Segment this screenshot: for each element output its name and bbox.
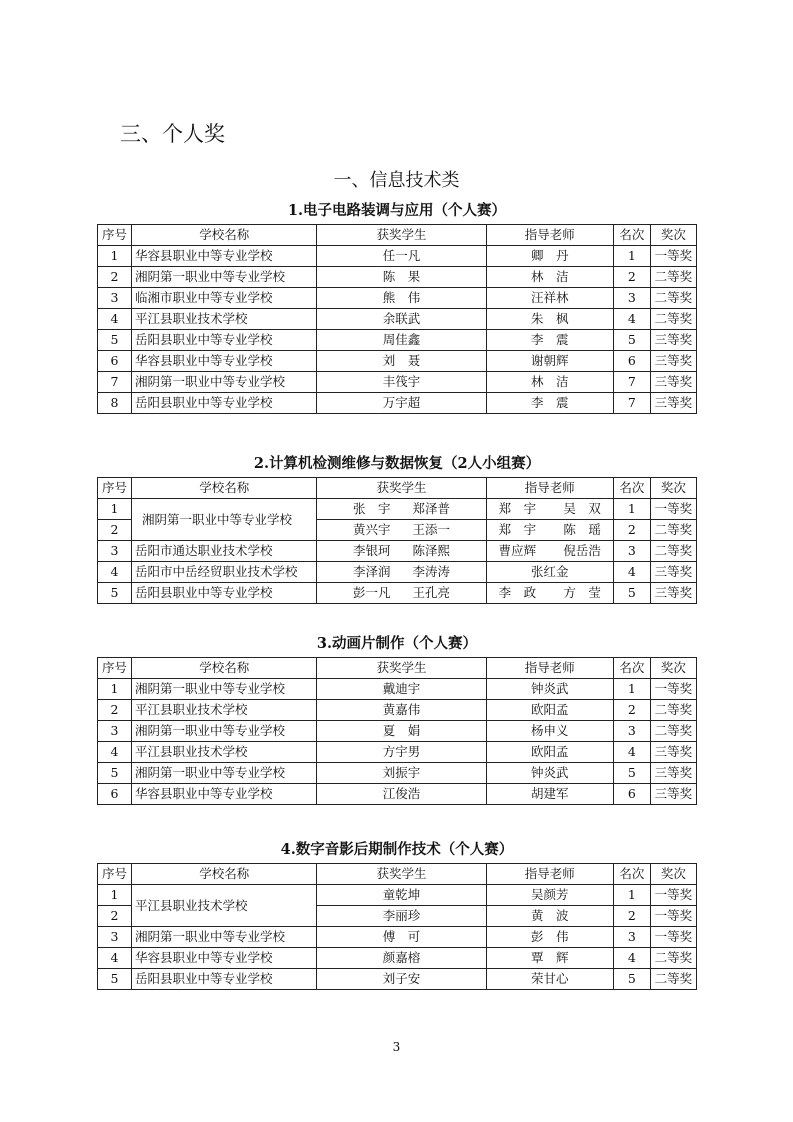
award-table-animation [97, 631, 697, 805]
cell-teacher: 钟炎武 [486, 679, 613, 700]
header-award: 奖次 [650, 478, 696, 499]
cell-no: 3 [98, 288, 132, 309]
cell-rank: 3 [613, 927, 650, 948]
cell-student: 刘振宇 [317, 763, 486, 784]
cell-no: 2 [98, 700, 132, 721]
cell-award: 一等奖 [650, 927, 696, 948]
cell-rank: 6 [613, 351, 650, 372]
cell-award: 二等奖 [650, 267, 696, 288]
student-name: 彭一凡 [352, 585, 391, 600]
cell-rank: 5 [613, 583, 650, 604]
cell-school: 岳阳县职业中等专业学校 [132, 393, 317, 414]
cell-student: 方宇男 [317, 742, 486, 763]
cell-award: 三等奖 [650, 393, 696, 414]
cell-school: 湘阴第一职业中等专业学校 [132, 721, 317, 742]
cell-no: 2 [98, 906, 132, 927]
cell-no: 3 [98, 541, 132, 562]
table-title: 2.计算机检测维修与数据恢复（2人小组赛） [253, 455, 541, 472]
cell-award: 三等奖 [650, 372, 696, 393]
teacher-name: 陈 瑶 [563, 522, 601, 537]
cell-no: 7 [98, 372, 132, 393]
cell-school: 平江县职业技术学校 [132, 309, 317, 330]
cell-teacher: 林 洁 [486, 372, 613, 393]
cell-award: 一等奖 [650, 499, 696, 520]
cell-rank: 2 [613, 906, 650, 927]
cell-teacher: 林 洁 [486, 267, 613, 288]
header-student: 获奖学生 [317, 478, 486, 499]
cell-student: 陈 果 [317, 267, 486, 288]
header-teacher: 指导老师 [486, 864, 613, 885]
cell-school: 华容县职业中等专业学校 [132, 948, 317, 969]
cell-award: 二等奖 [650, 541, 696, 562]
cell-award: 三等奖 [650, 742, 696, 763]
cell-award: 三等奖 [650, 562, 696, 583]
cell-student: 刘 聂 [317, 351, 486, 372]
table-header-row [98, 478, 697, 499]
cell-student: 童乾坤 [317, 885, 486, 906]
table-row [98, 562, 697, 583]
cell-no: 8 [98, 393, 132, 414]
cell-school: 岳阳市通达职业技术学校 [132, 541, 317, 562]
cell-rank: 4 [613, 309, 650, 330]
results-table [97, 657, 697, 805]
cell-no: 4 [98, 309, 132, 330]
cell-award: 三等奖 [650, 784, 696, 805]
award-table-audio-video [97, 837, 697, 990]
cell-school: 临湘市职业中等专业学校 [132, 288, 317, 309]
cell-rank: 5 [613, 763, 650, 784]
cell-teacher: 荣甘心 [486, 969, 613, 990]
cell-school: 岳阳县职业中等专业学校 [132, 583, 317, 604]
table-header-row [98, 658, 697, 679]
cell-no: 5 [98, 330, 132, 351]
section-heading: 三、个人奖 [120, 122, 225, 146]
teacher-name: 曹应辉 [498, 543, 537, 558]
cell-no: 2 [98, 267, 132, 288]
results-table [97, 863, 697, 990]
award-table-computer-repair [97, 451, 697, 604]
cell-no: 3 [98, 927, 132, 948]
cell-no: 1 [98, 679, 132, 700]
table-row [98, 763, 697, 784]
student-name: 李泽润 [352, 564, 391, 579]
cell-rank: 4 [613, 562, 650, 583]
cell-school: 平江县职业技术学校 [132, 742, 317, 763]
cell-teachers [486, 520, 613, 541]
cell-rank: 6 [613, 784, 650, 805]
cell-student: 周佳鑫 [317, 330, 486, 351]
cell-school: 华容县职业中等专业学校 [132, 246, 317, 267]
header-teacher: 指导老师 [486, 225, 613, 246]
cell-school-merged: 湘阴第一职业中等专业学校 [132, 499, 317, 541]
student-name: 李涛涛 [412, 564, 450, 579]
header-student: 获奖学生 [317, 225, 486, 246]
cell-school: 岳阳县职业中等专业学校 [132, 969, 317, 990]
table-row [98, 700, 697, 721]
header-student: 获奖学生 [317, 658, 486, 679]
cell-award: 二等奖 [650, 288, 696, 309]
cell-school: 岳阳市中岳经贸职业技术学校 [132, 562, 317, 583]
student-name: 黄兴宇 [352, 522, 391, 537]
header-rank: 名次 [613, 225, 650, 246]
cell-students [317, 583, 486, 604]
header-no: 序号 [98, 225, 132, 246]
results-table [97, 224, 697, 414]
table-header-row [98, 225, 697, 246]
teacher-name: 方 莹 [563, 585, 601, 600]
results-table [97, 477, 697, 604]
cell-award: 一等奖 [650, 906, 696, 927]
cell-teacher: 李 震 [486, 330, 613, 351]
cell-award: 二等奖 [650, 700, 696, 721]
table-title: 1.电子电路装调与应用（个人赛） [287, 202, 507, 219]
cell-student: 万宇超 [317, 393, 486, 414]
cell-award: 二等奖 [650, 948, 696, 969]
cell-student: 颜嘉榕 [317, 948, 486, 969]
cell-student: 黄嘉伟 [317, 700, 486, 721]
cell-teacher: 吴颜芳 [486, 885, 613, 906]
header-rank: 名次 [613, 864, 650, 885]
cell-student: 丰筏宇 [317, 372, 486, 393]
cell-rank: 3 [613, 541, 650, 562]
cell-teacher: 胡建军 [486, 784, 613, 805]
cell-no: 4 [98, 742, 132, 763]
table-row [98, 267, 697, 288]
cell-no: 5 [98, 583, 132, 604]
cell-school: 华容县职业中等专业学校 [132, 784, 317, 805]
cell-rank: 1 [613, 885, 650, 906]
cell-school: 岳阳县职业中等专业学校 [132, 330, 317, 351]
cell-award: 三等奖 [650, 351, 696, 372]
cell-teachers [486, 541, 613, 562]
cell-award: 三等奖 [650, 330, 696, 351]
cell-teacher: 张红金 [486, 562, 613, 583]
cell-teacher: 朱 枫 [486, 309, 613, 330]
cell-rank: 5 [613, 969, 650, 990]
cell-no: 4 [98, 562, 132, 583]
teacher-name: 吴 双 [563, 501, 601, 516]
page-number: 3 [392, 1040, 401, 1054]
cell-no: 4 [98, 948, 132, 969]
table-header-row [98, 864, 697, 885]
cell-no: 6 [98, 351, 132, 372]
header-no: 序号 [98, 864, 132, 885]
cell-rank: 1 [613, 679, 650, 700]
cell-rank: 2 [613, 700, 650, 721]
cell-rank: 2 [613, 520, 650, 541]
header-no: 序号 [98, 478, 132, 499]
cell-teachers [486, 583, 613, 604]
cell-student: 余联武 [317, 309, 486, 330]
header-school: 学校名称 [132, 225, 317, 246]
cell-no: 3 [98, 721, 132, 742]
cell-student: 傅 可 [317, 927, 486, 948]
table-row [98, 885, 697, 906]
cell-award: 二等奖 [650, 969, 696, 990]
cell-student: 任一凡 [317, 246, 486, 267]
cell-school: 湘阴第一职业中等专业学校 [132, 267, 317, 288]
table-title: 4.数字音影后期制作技术（个人赛） [280, 841, 514, 858]
cell-students [317, 499, 486, 520]
header-award: 奖次 [650, 864, 696, 885]
table-row [98, 288, 697, 309]
table-row [98, 583, 697, 604]
cell-students [317, 520, 486, 541]
cell-teacher: 欧阳孟 [486, 742, 613, 763]
cell-rank: 1 [613, 499, 650, 520]
cell-students [317, 541, 486, 562]
cell-teacher: 欧阳孟 [486, 700, 613, 721]
header-rank: 名次 [613, 658, 650, 679]
cell-rank: 3 [613, 288, 650, 309]
cell-rank: 7 [613, 393, 650, 414]
cell-award: 二等奖 [650, 309, 696, 330]
cell-rank: 2 [613, 267, 650, 288]
cell-school: 湘阴第一职业中等专业学校 [132, 763, 317, 784]
student-name: 张 宇 [352, 501, 391, 516]
cell-rank: 1 [613, 246, 650, 267]
cell-no: 1 [98, 499, 132, 520]
cell-teacher: 李 震 [486, 393, 613, 414]
table-row [98, 948, 697, 969]
cell-rank: 7 [613, 372, 650, 393]
cell-award: 一等奖 [650, 246, 696, 267]
cell-students [317, 562, 486, 583]
cell-teacher: 覃 辉 [486, 948, 613, 969]
cell-student: 李丽珍 [317, 906, 486, 927]
cell-teachers [486, 499, 613, 520]
table-title: 3.动画片制作（个人赛） [316, 635, 478, 652]
header-school: 学校名称 [132, 658, 317, 679]
cell-rank: 5 [613, 330, 650, 351]
header-award: 奖次 [650, 658, 696, 679]
cell-school: 湘阴第一职业中等专业学校 [132, 927, 317, 948]
header-teacher: 指导老师 [486, 658, 613, 679]
cell-teacher: 杨申义 [486, 721, 613, 742]
cell-award: 一等奖 [650, 679, 696, 700]
cell-school: 平江县职业技术学校 [132, 700, 317, 721]
category-heading: 一、信息技术类 [333, 170, 460, 191]
cell-no: 2 [98, 520, 132, 541]
cell-award: 一等奖 [650, 885, 696, 906]
cell-teacher: 卿 丹 [486, 246, 613, 267]
table-row [98, 372, 697, 393]
cell-rank: 4 [613, 948, 650, 969]
cell-student: 熊 伟 [317, 288, 486, 309]
student-name: 陈泽熙 [412, 543, 450, 558]
cell-teacher: 彭 伟 [486, 927, 613, 948]
table-row [98, 541, 697, 562]
cell-award: 三等奖 [650, 583, 696, 604]
table-row [98, 499, 697, 520]
table-row [98, 721, 697, 742]
cell-teacher: 汪祥林 [486, 288, 613, 309]
cell-teacher: 黄 波 [486, 906, 613, 927]
cell-school: 湘阴第一职业中等专业学校 [132, 679, 317, 700]
cell-rank: 4 [613, 742, 650, 763]
student-name: 王添一 [412, 522, 450, 537]
table-row [98, 784, 697, 805]
header-rank: 名次 [613, 478, 650, 499]
teacher-name: 倪岳浩 [563, 543, 601, 558]
student-name: 郑泽普 [412, 501, 450, 516]
header-school: 学校名称 [132, 478, 317, 499]
cell-school: 华容县职业中等专业学校 [132, 351, 317, 372]
table-row [98, 969, 697, 990]
cell-no: 5 [98, 763, 132, 784]
cell-no: 6 [98, 784, 132, 805]
cell-award: 二等奖 [650, 520, 696, 541]
cell-school-merged: 平江县职业技术学校 [132, 885, 317, 927]
cell-no: 5 [98, 969, 132, 990]
table-row [98, 742, 697, 763]
cell-student: 夏 娟 [317, 721, 486, 742]
cell-award: 二等奖 [650, 721, 696, 742]
teacher-name: 郑 宇 [498, 522, 537, 537]
header-no: 序号 [98, 658, 132, 679]
table-row [98, 351, 697, 372]
cell-teacher: 钟炎武 [486, 763, 613, 784]
table-row [98, 679, 697, 700]
cell-no: 1 [98, 885, 132, 906]
cell-rank: 3 [613, 721, 650, 742]
cell-award: 三等奖 [650, 763, 696, 784]
cell-no: 1 [98, 246, 132, 267]
cell-student: 刘子安 [317, 969, 486, 990]
teacher-name: 李 政 [498, 585, 537, 600]
table-row [98, 330, 697, 351]
teacher-name: 郑 宇 [498, 501, 537, 516]
student-name: 王孔亮 [412, 585, 450, 600]
header-school: 学校名称 [132, 864, 317, 885]
cell-school: 湘阴第一职业中等专业学校 [132, 372, 317, 393]
cell-student: 戴迪宇 [317, 679, 486, 700]
cell-teacher: 谢朝辉 [486, 351, 613, 372]
table-row [98, 309, 697, 330]
header-award: 奖次 [650, 225, 696, 246]
table-row [98, 246, 697, 267]
header-teacher: 指导老师 [486, 478, 613, 499]
header-student: 获奖学生 [317, 864, 486, 885]
student-name: 李银珂 [352, 543, 391, 558]
award-table-electronics [97, 198, 697, 414]
cell-student: 江俊浩 [317, 784, 486, 805]
table-row [98, 393, 697, 414]
table-row [98, 927, 697, 948]
